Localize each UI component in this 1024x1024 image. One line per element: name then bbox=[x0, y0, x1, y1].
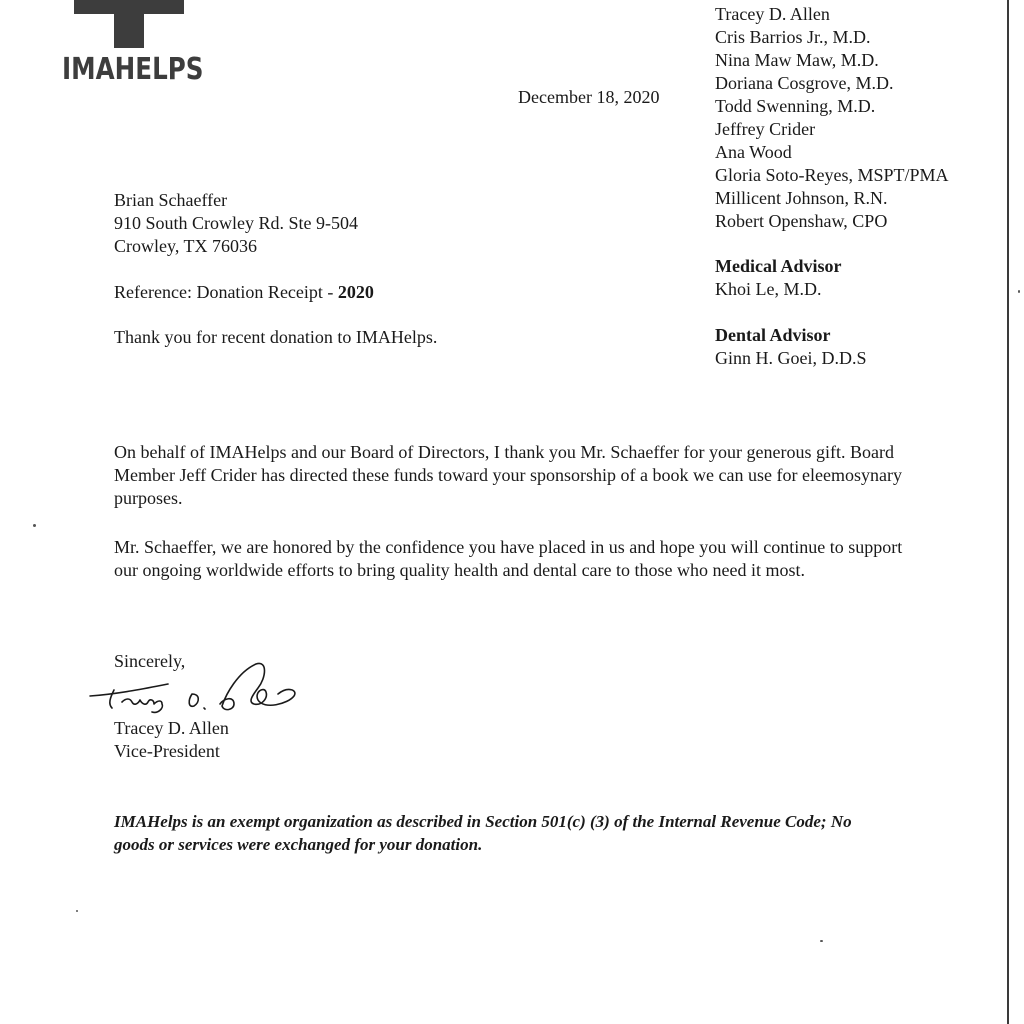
recipient-street: 910 South Crowley Rd. Ste 9-504 bbox=[114, 213, 359, 233]
scan-speck bbox=[820, 940, 823, 942]
scan-speck bbox=[1018, 290, 1020, 293]
reference-label: Reference: Donation Receipt - bbox=[114, 282, 338, 302]
signer-name: Tracey D. Allen bbox=[114, 718, 229, 738]
recipient-city: Crowley, TX 76036 bbox=[114, 236, 257, 256]
board-member: Todd Swenning, M.D. bbox=[715, 96, 876, 116]
board-member: Gloria Soto-Reyes, MSPT/PMA bbox=[715, 165, 949, 185]
board-member: Cris Barrios Jr., M.D. bbox=[715, 27, 871, 47]
signer-block bbox=[114, 717, 229, 763]
handwritten-signature bbox=[88, 654, 328, 716]
letter-date: December 18, 2020 bbox=[518, 87, 660, 107]
scan-speck bbox=[76, 910, 78, 912]
recipient-address bbox=[114, 189, 358, 258]
thank-you-line: Thank you for recent donation to IMAHelps. bbox=[114, 327, 438, 347]
scan-speck bbox=[33, 524, 36, 527]
closing-salutation: Sincerely, bbox=[114, 651, 186, 671]
dental-advisor-name: Ginn H. Goei, D.D.S bbox=[715, 348, 867, 368]
board-member: Millicent Johnson, R.N. bbox=[715, 188, 888, 208]
medical-advisor-name: Khoi Le, M.D. bbox=[715, 279, 822, 299]
recipient-name: Brian Schaeffer bbox=[114, 190, 228, 210]
board-member: Robert Openshaw, CPO bbox=[715, 211, 888, 231]
board-member: Tracey D. Allen bbox=[715, 4, 830, 24]
reference-year: 2020 bbox=[337, 282, 374, 302]
board-member: Ana Wood bbox=[715, 142, 792, 162]
reference-line bbox=[114, 281, 374, 304]
board-member: Nina Maw Maw, M.D. bbox=[715, 50, 879, 70]
tax-exempt-disclaimer: IMAHelps is an exempt organization as described in Section 501(c) (3) of the Internal Revenue Code; No goods or services were exchanged for your donation. bbox=[114, 812, 852, 854]
body-paragraph-2: Mr. Schaeffer, we are honored by the confidence you have placed in us and hope you will continue to support our ongoing worldwide efforts to bring quality health and dental care to those who need it most. bbox=[114, 537, 903, 580]
organization-logo-text: IMAHELPS bbox=[62, 52, 204, 87]
cross-icon bbox=[74, 0, 184, 48]
board-member: Jeffrey Crider bbox=[715, 119, 816, 139]
board-of-directors-list bbox=[715, 0, 949, 370]
body-paragraph-1: On behalf of IMAHelps and our Board of Directors, I thank you Mr. Schaeffer for your generous gift. Board Member Jeff Crider has directed these funds toward your sponsorship of a book we can use for eleemosynary purposes. bbox=[114, 442, 902, 508]
medical-advisor-title: Medical Advisor bbox=[715, 256, 842, 276]
scan-edge-line bbox=[1007, 0, 1009, 1024]
signer-title: Vice-President bbox=[114, 741, 220, 761]
dental-advisor-title: Dental Advisor bbox=[715, 325, 831, 345]
board-member: Doriana Cosgrove, M.D. bbox=[715, 73, 894, 93]
